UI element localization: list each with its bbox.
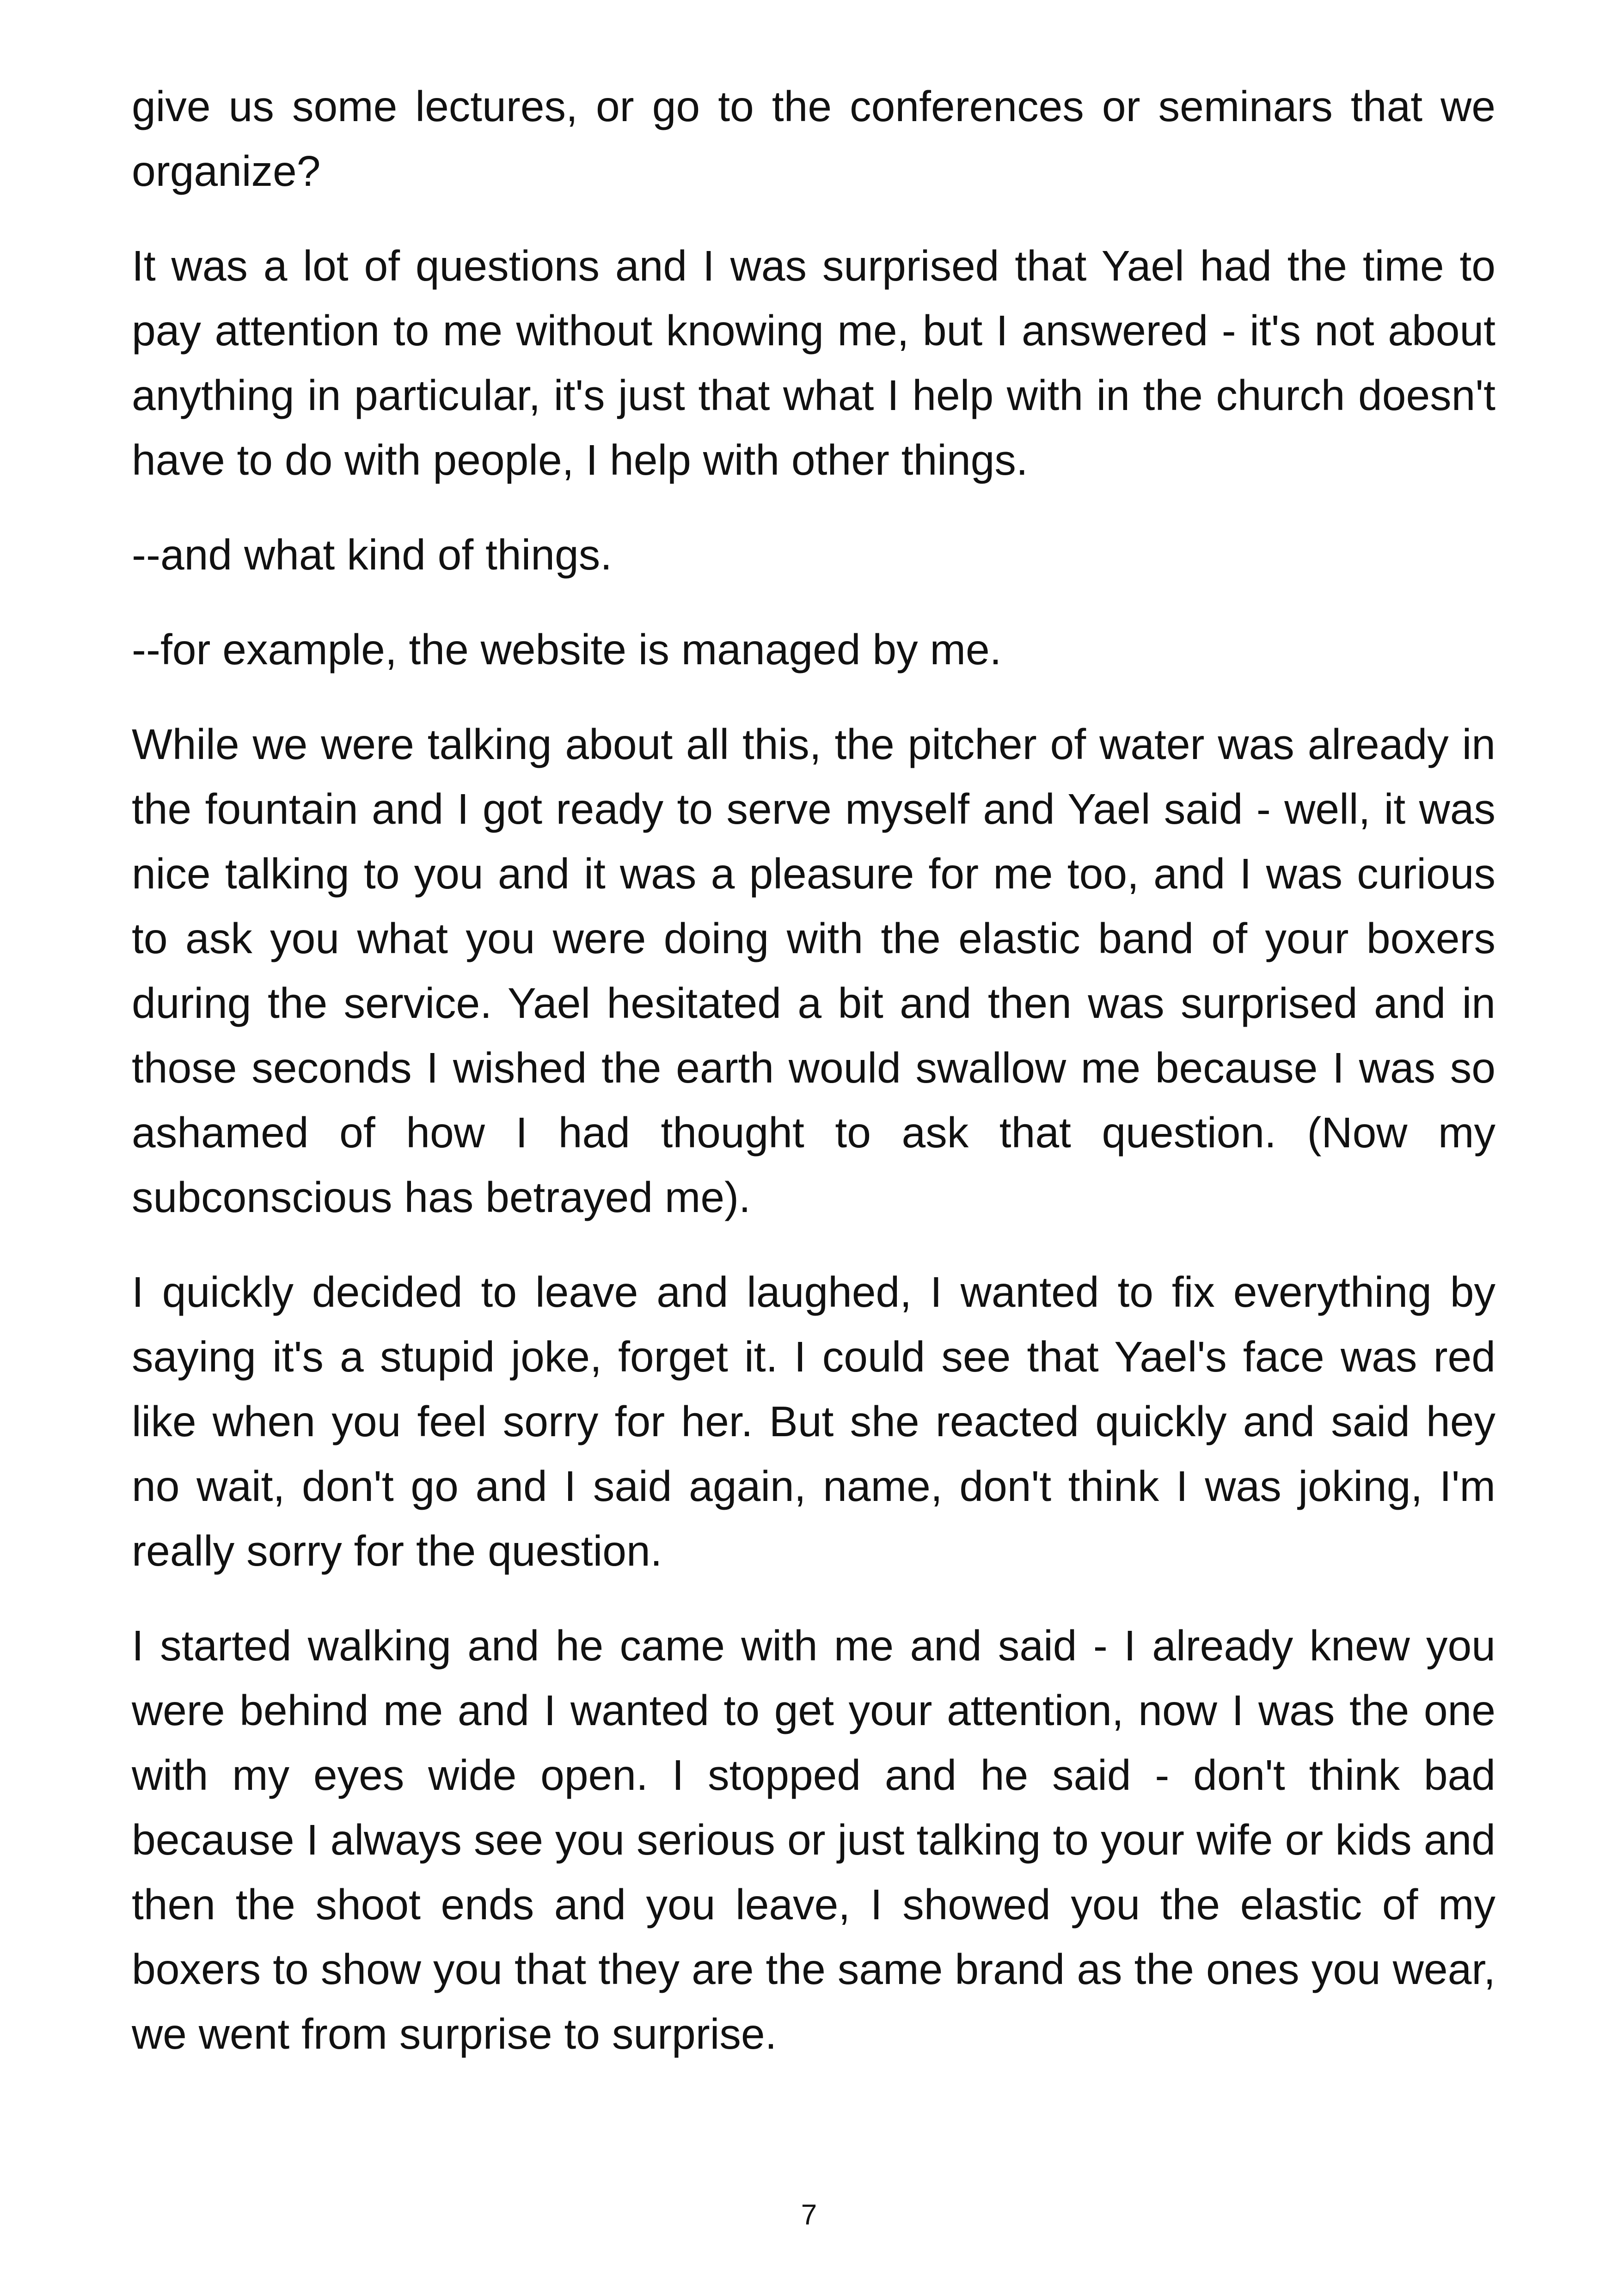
text-body bbox=[132, 74, 1495, 2096]
page-number: 7 bbox=[801, 2199, 817, 2231]
paragraph-7: I started walking and he came with me and said - I already knew you were behind me and I wanted to get your attention, now I was the one with my eyes wide open. I stopped and he said - don't think bad because I always see you serious or just talking to your wife or kids and then the shoot ends and you leave, I showed you the elastic of my boxers to show you that they are the same brand as the ones you wear, we went from surprise to surprise. bbox=[132, 1622, 1495, 2058]
paragraph-4: --for example, the website is managed by me. bbox=[132, 625, 1002, 673]
paragraph-1: give us some lectures, or go to the conferences or seminars that we organize? bbox=[132, 82, 1495, 195]
paragraph-5: While we were talking about all this, the pitcher of water was already in the fountain and I got ready to serve myself and Yael said - well, it was nice talking to you and it was a pleasure for me too, and I was curious to ask you what you were doing with the elastic band of your boxers during the service. Yael hesitated a bit and then was surprised and in those seconds I wished the earth would swallow me because I was so ashamed of how I had thought to ask that question. (Now my subconscious has betrayed me). bbox=[132, 720, 1495, 1221]
paragraph-3: --and what kind of things. bbox=[132, 531, 613, 579]
paragraph-2: It was a lot of questions and I was surprised that Yael had the time to pay attention to me without knowing me, but I answered - it's not about anything in particular, it's just that what I help with in the church doesn't have to do with people, I help with other things. bbox=[132, 242, 1495, 484]
paragraph-6: I quickly decided to leave and laughed, I wanted to fix everything by saying it's a stupid joke, forget it. I could see that Yael's face was red like when you feel sorry for her. But she reacted quickly and said hey no wait, don't go and I said again, name, don't think I was joking, I'm really sorry for the question. bbox=[132, 1268, 1495, 1575]
